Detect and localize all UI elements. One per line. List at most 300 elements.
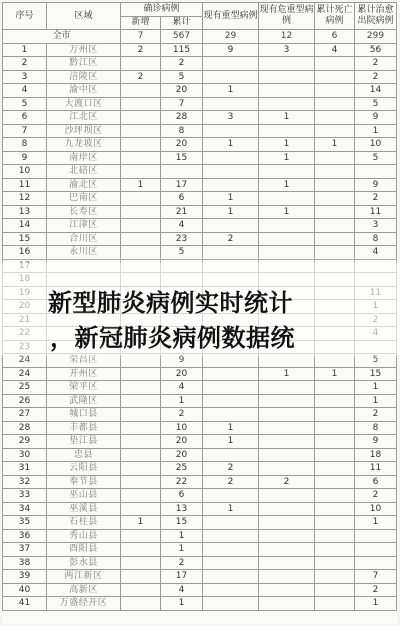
row-recovered: 7	[355, 570, 397, 584]
row-cumulative: 20	[161, 448, 203, 462]
row-recovered	[355, 529, 397, 543]
table-row	[3, 583, 397, 597]
row-severe	[203, 381, 259, 395]
row-critical	[259, 543, 315, 557]
row-recovered: 2	[355, 57, 397, 71]
row-deaths	[315, 394, 355, 408]
total-critical: 12	[259, 30, 315, 44]
row-new	[121, 354, 161, 368]
row-seq: 36	[3, 529, 47, 543]
row-severe	[203, 178, 259, 192]
row-district: 巫山县	[47, 489, 121, 503]
row-deaths	[315, 462, 355, 476]
header-seq: 序号	[3, 3, 47, 30]
row-deaths	[315, 475, 355, 489]
row-deaths	[315, 124, 355, 138]
row-severe	[203, 394, 259, 408]
row-severe	[203, 354, 259, 368]
table-row	[3, 421, 397, 435]
total-recovered: 299	[355, 30, 397, 44]
table-row	[3, 367, 397, 381]
row-district: 奉节县	[47, 475, 121, 489]
row-critical	[259, 435, 315, 449]
row-cumulative: 15	[161, 151, 203, 165]
row-district: 江津区	[47, 219, 121, 233]
row-severe	[203, 516, 259, 530]
row-severe: 1	[203, 421, 259, 435]
row-recovered: 2	[355, 70, 397, 84]
row-recovered: 6	[355, 475, 397, 489]
row-district: 万盛经开区	[47, 597, 121, 611]
row-deaths	[315, 408, 355, 422]
row-deaths	[315, 151, 355, 165]
row-seq: 32	[3, 475, 47, 489]
row-critical	[259, 421, 315, 435]
row-severe: 2	[203, 232, 259, 246]
row-seq: 31	[3, 462, 47, 476]
header-confirmed: 确诊病例	[121, 3, 203, 17]
row-deaths	[315, 232, 355, 246]
row-new	[121, 462, 161, 476]
row-deaths	[315, 448, 355, 462]
row-severe: 1	[203, 192, 259, 206]
row-cumulative: 6	[161, 489, 203, 503]
row-new	[121, 394, 161, 408]
row-severe	[203, 165, 259, 179]
row-deaths	[315, 354, 355, 368]
row-deaths	[315, 597, 355, 611]
row-critical: 1	[259, 367, 315, 381]
row-deaths	[315, 529, 355, 543]
row-new	[121, 570, 161, 584]
row-severe: 1	[203, 138, 259, 152]
row-cumulative: 15	[161, 516, 203, 530]
row-cumulative	[161, 165, 203, 179]
row-critical	[259, 516, 315, 530]
row-deaths	[315, 192, 355, 206]
row-critical: 1	[259, 178, 315, 192]
table-row	[3, 192, 397, 206]
row-new	[121, 421, 161, 435]
row-new	[121, 246, 161, 260]
row-critical	[259, 489, 315, 503]
row-cumulative: 25	[161, 462, 203, 476]
row-recovered: 1	[355, 381, 397, 395]
total-deaths: 6	[315, 30, 355, 44]
table-row	[3, 435, 397, 449]
row-seq: 13	[3, 205, 47, 219]
row-district: 九龙坡区	[47, 138, 121, 152]
row-recovered: 9	[355, 111, 397, 125]
row-district: 秀山县	[47, 529, 121, 543]
table-row	[3, 516, 397, 530]
row-deaths	[315, 111, 355, 125]
header-recovered: 累计治愈出院病例	[355, 3, 397, 30]
row-district: 涪陵区	[47, 70, 121, 84]
row-recovered: 8	[355, 232, 397, 246]
row-recovered: 5	[355, 354, 397, 368]
row-seq: 24	[3, 367, 47, 381]
row-deaths	[315, 421, 355, 435]
row-deaths	[315, 205, 355, 219]
row-district: 万州区	[47, 43, 121, 57]
row-recovered: 14	[355, 84, 397, 98]
row-cumulative: 9	[161, 354, 203, 368]
header-district: 区域	[47, 3, 121, 30]
row-seq: 34	[3, 502, 47, 516]
row-critical	[259, 192, 315, 206]
row-district: 江北区	[47, 111, 121, 125]
row-district: 北碚区	[47, 165, 121, 179]
table-row	[3, 97, 397, 111]
table-row	[3, 448, 397, 462]
row-new	[121, 529, 161, 543]
row-critical	[259, 381, 315, 395]
row-seq: 41	[3, 597, 47, 611]
row-critical	[259, 597, 315, 611]
row-seq: 2	[3, 57, 47, 71]
row-new	[121, 165, 161, 179]
row-new	[121, 435, 161, 449]
row-district: 彭水县	[47, 556, 121, 570]
row-critical	[259, 97, 315, 111]
row-district: 荣昌区	[47, 354, 121, 368]
row-critical	[259, 570, 315, 584]
row-critical: 2	[259, 475, 315, 489]
row-cumulative: 1	[161, 529, 203, 543]
row-cumulative: 5	[161, 246, 203, 260]
row-seq: 24	[3, 354, 47, 368]
row-seq: 12	[3, 192, 47, 206]
row-new	[121, 205, 161, 219]
row-deaths	[315, 435, 355, 449]
row-cumulative: 1	[161, 543, 203, 557]
table-row	[3, 489, 397, 503]
row-severe: 1	[203, 84, 259, 98]
row-seq: 25	[3, 381, 47, 395]
row-cumulative: 2	[161, 57, 203, 71]
row-cumulative: 20	[161, 435, 203, 449]
row-district: 大渡口区	[47, 97, 121, 111]
row-severe: 1	[203, 205, 259, 219]
row-severe	[203, 583, 259, 597]
row-cumulative: 22	[161, 475, 203, 489]
row-severe	[203, 556, 259, 570]
row-recovered: 4	[355, 246, 397, 260]
row-seq: 39	[3, 570, 47, 584]
row-deaths	[315, 165, 355, 179]
row-recovered: 56	[355, 43, 397, 57]
row-seq: 6	[3, 111, 47, 125]
row-district: 巴南区	[47, 192, 121, 206]
table-row	[3, 246, 397, 260]
row-severe: 2	[203, 475, 259, 489]
header-critical: 现有危重型病例	[259, 3, 315, 30]
table-row	[3, 219, 397, 233]
row-critical	[259, 219, 315, 233]
row-district: 南岸区	[47, 151, 121, 165]
header-severe: 现有重型病例	[203, 3, 259, 30]
row-recovered	[355, 556, 397, 570]
row-cumulative: 8	[161, 124, 203, 138]
row-seq: 15	[3, 232, 47, 246]
row-severe: 1	[203, 435, 259, 449]
row-critical	[259, 165, 315, 179]
row-new	[121, 367, 161, 381]
table-row	[3, 570, 397, 584]
row-new: 2	[121, 70, 161, 84]
table-row	[3, 354, 397, 368]
row-district: 石柱县	[47, 516, 121, 530]
row-severe	[203, 408, 259, 422]
row-seq: 30	[3, 448, 47, 462]
row-recovered	[355, 165, 397, 179]
table-row	[3, 381, 397, 395]
row-new	[121, 97, 161, 111]
row-cumulative: 17	[161, 178, 203, 192]
row-recovered: 1	[355, 516, 397, 530]
row-cumulative: 6	[161, 192, 203, 206]
table-row	[3, 151, 397, 165]
table-row	[3, 124, 397, 138]
row-recovered: 10	[355, 138, 397, 152]
row-severe: 9	[203, 43, 259, 57]
row-severe	[203, 246, 259, 260]
row-severe	[203, 597, 259, 611]
row-severe	[203, 570, 259, 584]
row-cumulative: 4	[161, 219, 203, 233]
header-new: 新增	[121, 16, 161, 30]
row-recovered: 3	[355, 219, 397, 233]
row-deaths	[315, 84, 355, 98]
table-row	[3, 502, 397, 516]
row-severe	[203, 543, 259, 557]
row-critical	[259, 583, 315, 597]
row-critical	[259, 57, 315, 71]
row-severe	[203, 151, 259, 165]
row-cumulative: 10	[161, 421, 203, 435]
row-cumulative: 28	[161, 111, 203, 125]
row-seq: 11	[3, 178, 47, 192]
row-district: 开州区	[47, 367, 121, 381]
row-critical	[259, 70, 315, 84]
row-new: 1	[121, 516, 161, 530]
table-row	[3, 43, 397, 57]
row-seq: 35	[3, 516, 47, 530]
row-cumulative: 115	[161, 43, 203, 57]
row-district: 合川区	[47, 232, 121, 246]
row-recovered: 11	[355, 205, 397, 219]
row-cumulative: 20	[161, 138, 203, 152]
row-deaths	[315, 556, 355, 570]
row-recovered: 11	[355, 462, 397, 476]
row-cumulative: 5	[161, 70, 203, 84]
row-severe	[203, 97, 259, 111]
row-seq: 28	[3, 421, 47, 435]
row-seq: 10	[3, 165, 47, 179]
table-row	[3, 205, 397, 219]
row-severe	[203, 219, 259, 233]
row-district: 梁平区	[47, 381, 121, 395]
row-deaths	[315, 502, 355, 516]
row-severe	[203, 448, 259, 462]
row-recovered: 2	[355, 192, 397, 206]
row-cumulative: 20	[161, 84, 203, 98]
row-seq: 38	[3, 556, 47, 570]
row-district: 武隆区	[47, 394, 121, 408]
row-cumulative: 2	[161, 408, 203, 422]
row-recovered: 5	[355, 151, 397, 165]
table-row	[3, 462, 397, 476]
row-critical: 1	[259, 151, 315, 165]
row-new	[121, 475, 161, 489]
row-district: 永川区	[47, 246, 121, 260]
row-deaths	[315, 178, 355, 192]
table-row	[3, 475, 397, 489]
table-row	[3, 408, 397, 422]
row-recovered: 1	[355, 597, 397, 611]
row-new: 1	[121, 178, 161, 192]
row-severe	[203, 367, 259, 381]
row-seq: 1	[3, 43, 47, 57]
table-row	[3, 138, 397, 152]
row-seq: 8	[3, 138, 47, 152]
row-deaths	[315, 489, 355, 503]
row-cumulative: 23	[161, 232, 203, 246]
row-deaths	[315, 246, 355, 260]
table-row	[3, 543, 397, 557]
row-district: 两江新区	[47, 570, 121, 584]
row-cumulative: 1	[161, 597, 203, 611]
row-critical	[259, 529, 315, 543]
table-row	[3, 165, 397, 179]
table-row	[3, 178, 397, 192]
row-district: 高新区	[47, 583, 121, 597]
row-critical: 1	[259, 205, 315, 219]
row-district: 黔江区	[47, 57, 121, 71]
row-recovered: 9	[355, 435, 397, 449]
table-row	[3, 84, 397, 98]
row-new	[121, 381, 161, 395]
row-new	[121, 111, 161, 125]
row-severe: 2	[203, 462, 259, 476]
row-critical	[259, 394, 315, 408]
row-critical: 1	[259, 111, 315, 125]
row-new: 2	[121, 43, 161, 57]
row-critical	[259, 502, 315, 516]
table-row	[3, 556, 397, 570]
row-seq: 4	[3, 84, 47, 98]
row-deaths	[315, 70, 355, 84]
row-district: 渝北区	[47, 178, 121, 192]
row-cumulative: 20	[161, 367, 203, 381]
row-seq: 27	[3, 408, 47, 422]
row-seq: 33	[3, 489, 47, 503]
row-district: 酉阳县	[47, 543, 121, 557]
row-seq: 3	[3, 70, 47, 84]
row-seq: 5	[3, 97, 47, 111]
row-severe: 3	[203, 111, 259, 125]
row-new	[121, 84, 161, 98]
row-deaths	[315, 570, 355, 584]
table-row	[3, 529, 397, 543]
row-recovered: 10	[355, 502, 397, 516]
row-seq: 37	[3, 543, 47, 557]
row-seq: 14	[3, 219, 47, 233]
table-row	[3, 394, 397, 408]
row-critical	[259, 124, 315, 138]
row-district: 沙坪坝区	[47, 124, 121, 138]
row-recovered: 2	[355, 408, 397, 422]
row-recovered: 8	[355, 421, 397, 435]
row-deaths: 4	[315, 43, 355, 57]
row-critical	[259, 408, 315, 422]
row-recovered	[355, 543, 397, 557]
total-severe: 29	[203, 30, 259, 44]
row-district: 渝中区	[47, 84, 121, 98]
row-recovered: 1	[355, 394, 397, 408]
row-new	[121, 219, 161, 233]
total-row	[3, 30, 397, 44]
row-district: 巫溪县	[47, 502, 121, 516]
row-cumulative: 2	[161, 556, 203, 570]
row-new	[121, 408, 161, 422]
row-seq: 40	[3, 583, 47, 597]
row-severe	[203, 489, 259, 503]
row-cumulative: 13	[161, 502, 203, 516]
row-deaths	[315, 97, 355, 111]
row-recovered: 9	[355, 178, 397, 192]
row-new	[121, 192, 161, 206]
row-cumulative: 4	[161, 381, 203, 395]
header-deaths: 累计死亡病例	[315, 3, 355, 30]
row-severe	[203, 529, 259, 543]
row-critical	[259, 448, 315, 462]
table-row	[3, 70, 397, 84]
row-cumulative: 7	[161, 97, 203, 111]
table-row	[3, 111, 397, 125]
row-seq: 29	[3, 435, 47, 449]
row-recovered: 15	[355, 367, 397, 381]
row-deaths: 1	[315, 367, 355, 381]
row-new	[121, 556, 161, 570]
total-label: 全市	[3, 30, 121, 44]
row-recovered: 5	[355, 97, 397, 111]
row-district: 云阳县	[47, 462, 121, 476]
row-critical: 3	[259, 43, 315, 57]
row-deaths	[315, 219, 355, 233]
row-critical: 1	[259, 138, 315, 152]
row-new	[121, 138, 161, 152]
total-cumulative: 567	[161, 30, 203, 44]
row-cumulative: 21	[161, 205, 203, 219]
total-new: 7	[121, 30, 161, 44]
row-seq: 16	[3, 246, 47, 260]
row-critical	[259, 246, 315, 260]
row-deaths	[315, 57, 355, 71]
row-recovered: 18	[355, 448, 397, 462]
row-cumulative: 17	[161, 570, 203, 584]
table-row	[3, 232, 397, 246]
row-new	[121, 583, 161, 597]
row-seq: 7	[3, 124, 47, 138]
headline-line-2: ，新冠肺炎病例数据统	[50, 324, 295, 352]
row-critical	[259, 462, 315, 476]
row-deaths	[315, 583, 355, 597]
row-district: 忠县	[47, 448, 121, 462]
row-new	[121, 543, 161, 557]
table-row	[3, 57, 397, 71]
